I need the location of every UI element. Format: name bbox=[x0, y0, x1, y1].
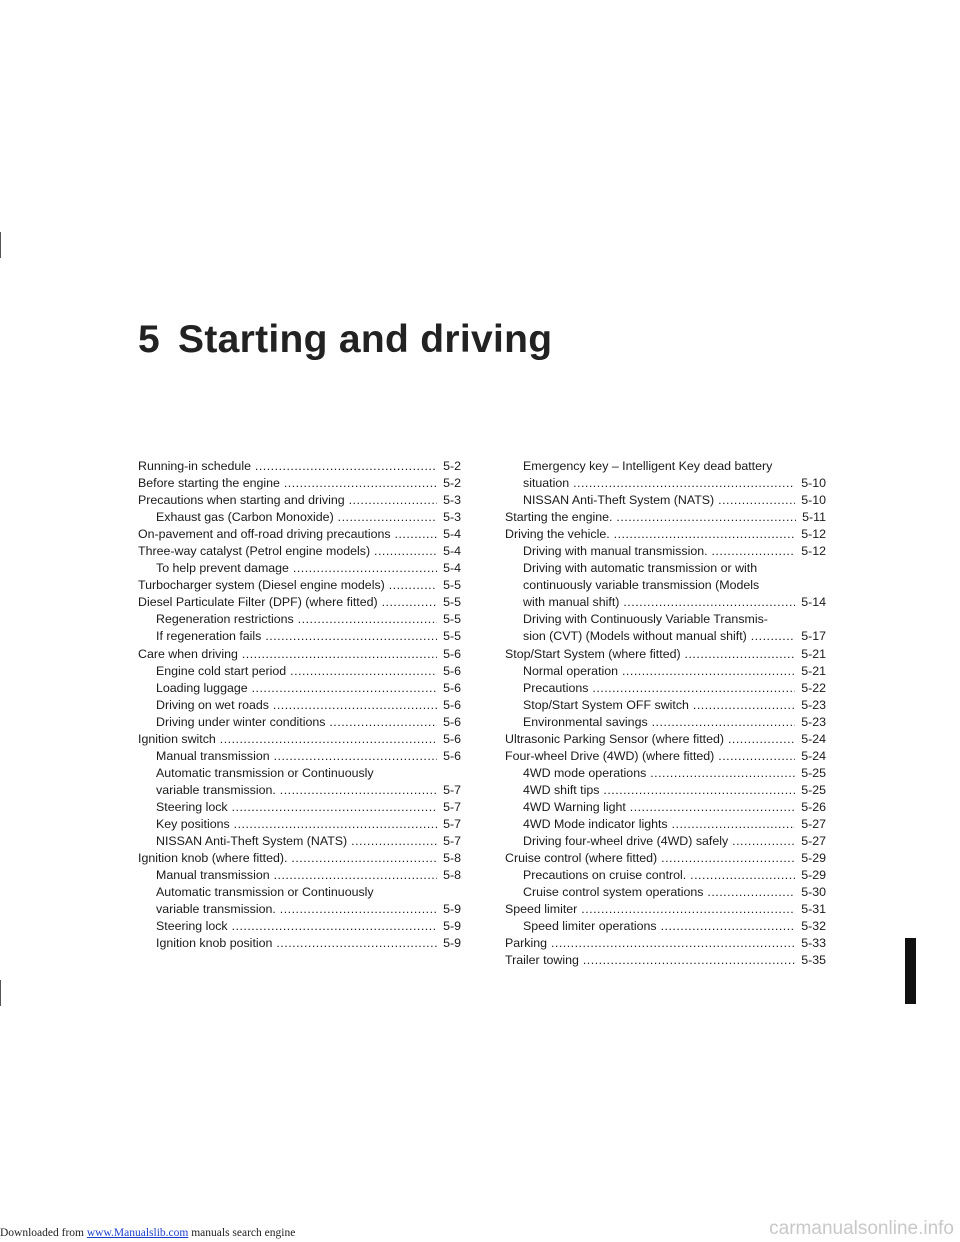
toc-entry-label: Speed limiter ..... bbox=[505, 901, 795, 918]
toc-entry-page: 5-4 bbox=[443, 527, 461, 542]
toc-entry-page: 5-12 bbox=[801, 527, 826, 542]
toc-entry-label: Speed limiter operations ..... bbox=[523, 918, 795, 935]
toc-entry[interactable] bbox=[138, 509, 461, 526]
toc-entry-label: Driving with automatic transmission or with bbox=[523, 561, 758, 576]
toc-entry[interactable] bbox=[505, 884, 826, 901]
toc-entry-label: Driving under winter conditions ..... bbox=[156, 714, 437, 731]
toc-entry-label: Trailer towing ..... bbox=[505, 952, 795, 969]
toc-entry-label: continuously variable transmission (Models bbox=[523, 578, 760, 593]
toc-entry-page: 5-30 bbox=[801, 885, 826, 900]
toc-entry[interactable] bbox=[138, 697, 461, 714]
toc-entry-page: 5-14 bbox=[801, 595, 826, 610]
toc-entry-page: 5-6 bbox=[443, 748, 461, 763]
toc-entry-page: 5-4 bbox=[443, 561, 461, 576]
toc-entry-page: 5-8 bbox=[443, 868, 461, 883]
toc-entry-page: 5-24 bbox=[801, 731, 826, 746]
toc-entry[interactable] bbox=[138, 884, 461, 901]
toc-entry[interactable] bbox=[505, 458, 826, 475]
toc-entry[interactable] bbox=[505, 492, 826, 509]
toc-entry-page: 5-32 bbox=[801, 919, 826, 934]
toc-entry[interactable] bbox=[505, 577, 826, 594]
toc-entry-page: 5-6 bbox=[443, 731, 461, 746]
toc-entry-page: 5-3 bbox=[443, 510, 461, 525]
toc-entry-page: 5-33 bbox=[801, 936, 826, 951]
toc-entry-page: 5-11 bbox=[802, 510, 826, 525]
toc-entry-page: 5-7 bbox=[443, 799, 461, 814]
toc-entry-label: Automatic transmission or Continuously bbox=[156, 885, 374, 900]
toc-entry-label: variable transmission. ..... bbox=[156, 901, 437, 918]
toc-entry-page: 5-35 bbox=[801, 953, 826, 968]
toc-entry[interactable] bbox=[138, 560, 461, 577]
toc-entry-page: 5-10 bbox=[801, 476, 826, 491]
toc-entry-label: Ignition knob position ..... bbox=[156, 935, 437, 952]
toc-entry-label: variable transmission. ..... bbox=[156, 782, 437, 799]
toc-entry-label: Precautions ..... bbox=[523, 680, 795, 697]
toc-entry[interactable] bbox=[138, 935, 461, 952]
toc-entry-page: 5-17 bbox=[801, 629, 826, 644]
toc-entry-label: Steering lock ..... bbox=[156, 918, 437, 935]
toc-entry-page: 5-7 bbox=[443, 816, 461, 831]
footer-download-note bbox=[0, 1227, 295, 1239]
toc-entry-page: 5-27 bbox=[801, 834, 826, 849]
toc-entry-label: Regeneration restrictions ..... bbox=[156, 611, 437, 628]
toc-entry[interactable] bbox=[505, 560, 826, 577]
toc-entry-page: 5-9 bbox=[443, 936, 461, 951]
toc-entry-label: Driving the vehicle. ..... bbox=[505, 526, 795, 543]
chapter-tab-marker bbox=[905, 938, 916, 1004]
toc-entry-page: 5-7 bbox=[443, 834, 461, 849]
toc-entry[interactable] bbox=[138, 782, 461, 799]
toc-entry-page: 5-31 bbox=[801, 902, 826, 917]
toc-entry-label: Manual transmission ..... bbox=[156, 748, 437, 765]
toc-entry-label: Ultrasonic Parking Sensor (where fitted) ..... bbox=[505, 731, 795, 748]
toc-entry[interactable] bbox=[505, 833, 826, 850]
toc-entry-label: If regeneration fails ..... bbox=[156, 628, 437, 645]
toc-entry[interactable] bbox=[138, 663, 461, 680]
footer-prefix: Downloaded from bbox=[0, 1227, 87, 1239]
toc-entry-page: 5-2 bbox=[443, 476, 461, 491]
toc-entry-page: 5-6 bbox=[443, 680, 461, 695]
toc-entry[interactable] bbox=[138, 799, 461, 816]
toc-entry-label: 4WD mode operations ..... bbox=[523, 765, 795, 782]
toc-left-column bbox=[138, 458, 461, 952]
crop-mark-top bbox=[0, 232, 1, 258]
toc-entry-page: 5-21 bbox=[801, 646, 826, 661]
toc-entry[interactable] bbox=[138, 714, 461, 731]
toc-entry-label: Ignition switch ..... bbox=[138, 731, 437, 748]
footer-suffix: manuals search engine bbox=[188, 1227, 296, 1239]
toc-entry[interactable] bbox=[138, 628, 461, 645]
toc-entry-label: Loading luggage ..... bbox=[156, 680, 437, 697]
chapter-title-text: Starting and driving bbox=[178, 318, 553, 361]
toc-entry-label: Key positions ..... bbox=[156, 816, 437, 833]
toc-entry-page: 5-6 bbox=[443, 697, 461, 712]
toc-entry[interactable] bbox=[138, 833, 461, 850]
toc-entry-label: Engine cold start period ..... bbox=[156, 663, 437, 680]
toc-entry[interactable] bbox=[138, 492, 461, 509]
toc-entry-label: Cruise control (where fitted) ..... bbox=[505, 850, 795, 867]
toc-entry[interactable] bbox=[138, 611, 461, 628]
toc-entry-page: 5-9 bbox=[443, 919, 461, 934]
toc-entry-label: NISSAN Anti-Theft System (NATS) ..... bbox=[523, 492, 795, 509]
toc-entry-label: Parking ..... bbox=[505, 935, 795, 952]
toc-entry-label: Ignition knob (where fitted). ..... bbox=[138, 850, 437, 867]
toc-entry-label: Turbocharger system (Diesel engine models) ..... bbox=[138, 577, 437, 594]
watermark: carmanualsonline.info bbox=[769, 1218, 954, 1239]
toc-entry-label: Environmental savings ..... bbox=[523, 714, 795, 731]
toc-entry-page: 5-8 bbox=[443, 851, 461, 866]
toc-entry[interactable] bbox=[138, 918, 461, 935]
toc-entry[interactable] bbox=[138, 748, 461, 765]
toc-entry[interactable] bbox=[505, 509, 826, 526]
toc-entry[interactable] bbox=[505, 782, 826, 799]
toc-entry-label: NISSAN Anti-Theft System (NATS) ..... bbox=[156, 833, 437, 850]
toc-entry[interactable] bbox=[505, 526, 826, 543]
toc-entry-page: 5-26 bbox=[801, 799, 826, 814]
toc-entry[interactable] bbox=[138, 680, 461, 697]
toc-entry-page: 5-4 bbox=[443, 544, 461, 559]
toc-entry[interactable] bbox=[138, 594, 461, 611]
toc-entry[interactable] bbox=[505, 765, 826, 782]
toc-right-column bbox=[505, 458, 826, 969]
toc-entry-label: Automatic transmission or Continuously bbox=[156, 765, 374, 780]
toc-entry-page: 5-22 bbox=[801, 680, 826, 695]
toc-entry[interactable] bbox=[138, 765, 461, 782]
toc-entry-label: Driving with Continuously Variable Transmis- bbox=[523, 612, 768, 627]
toc-entry[interactable] bbox=[138, 475, 461, 492]
toc-entry-page: 5-25 bbox=[801, 765, 826, 780]
toc-entry-page: 5-6 bbox=[443, 663, 461, 678]
toc-entry-label: Starting the engine. ..... bbox=[505, 509, 796, 526]
toc-entry[interactable] bbox=[505, 867, 826, 884]
toc-entry-label: Precautions on cruise control. ..... bbox=[523, 867, 795, 884]
toc-entry[interactable] bbox=[138, 543, 461, 560]
toc-entry[interactable] bbox=[505, 611, 826, 628]
toc-entry[interactable] bbox=[505, 850, 826, 867]
toc-entry-label: Manual transmission ..... bbox=[156, 867, 437, 884]
toc-entry-page: 5-10 bbox=[801, 493, 826, 508]
toc-entry-label: On-pavement and off-road driving precautions ..... bbox=[138, 526, 437, 543]
toc-entry-label: Driving on wet roads ..... bbox=[156, 697, 437, 714]
toc-entry-label: 4WD shift tips ..... bbox=[523, 782, 795, 799]
toc-entry[interactable] bbox=[505, 594, 826, 611]
toc-entry[interactable] bbox=[505, 475, 826, 492]
toc-entry-page: 5-27 bbox=[801, 816, 826, 831]
toc-entry[interactable] bbox=[505, 663, 826, 680]
toc-entry[interactable] bbox=[505, 543, 826, 560]
toc-entry[interactable] bbox=[138, 577, 461, 594]
toc-entry-page: 5-6 bbox=[443, 714, 461, 729]
toc-entry-page: 5-23 bbox=[801, 697, 826, 712]
toc-entry-page: 5-5 bbox=[443, 595, 461, 610]
toc-entry-label: Four-wheel Drive (4WD) (where fitted) ..... bbox=[505, 748, 795, 765]
toc-entry-page: 5-9 bbox=[443, 902, 461, 917]
manualslib-link[interactable]: www.Manualslib.com bbox=[86, 1227, 189, 1239]
toc-entry[interactable] bbox=[138, 867, 461, 884]
toc-entry[interactable] bbox=[138, 850, 461, 867]
toc-entry-page: 5-5 bbox=[443, 612, 461, 627]
toc-entry[interactable] bbox=[138, 901, 461, 918]
toc-entry-page: 5-2 bbox=[443, 459, 461, 473]
toc-entry[interactable] bbox=[138, 458, 461, 475]
toc-entry-label: Precautions when starting and driving ..... bbox=[138, 492, 437, 509]
toc-entry-page: 5-5 bbox=[443, 578, 461, 593]
toc-entry-label: Stop/Start System OFF switch ..... bbox=[523, 697, 795, 714]
toc-entry-label: Diesel Particulate Filter (DPF) (where fitted) ..... bbox=[138, 594, 437, 611]
toc-entry[interactable] bbox=[505, 901, 826, 918]
toc-entry[interactable] bbox=[505, 628, 826, 645]
toc-entry[interactable] bbox=[505, 918, 826, 935]
toc-entry-page: 5-23 bbox=[801, 714, 826, 729]
toc-entry-page: 5-7 bbox=[443, 782, 461, 797]
toc-entry-label: To help prevent damage ..... bbox=[156, 560, 437, 577]
toc-entry-page: 5-29 bbox=[801, 851, 826, 866]
toc-entry[interactable] bbox=[505, 935, 826, 952]
toc-entry-label: with manual shift) ..... bbox=[523, 594, 795, 611]
toc-entry-label: Running-in schedule ..... bbox=[138, 458, 437, 475]
toc-entry-label: situation ..... bbox=[523, 475, 795, 492]
toc-entry[interactable] bbox=[138, 646, 461, 663]
toc-entry-label: 4WD Warning light ..... bbox=[523, 799, 795, 816]
toc-entry-label: Normal operation ..... bbox=[523, 663, 795, 680]
toc-entry-label: Steering lock ..... bbox=[156, 799, 437, 816]
toc-entry[interactable] bbox=[505, 714, 826, 731]
toc-entry-label: sion (CVT) (Models without manual shift) ..... bbox=[523, 628, 795, 645]
toc-entry[interactable] bbox=[138, 526, 461, 543]
toc-entry-label: Driving four-wheel drive (4WD) safely ..... bbox=[523, 833, 795, 850]
toc-entry-page: 5-12 bbox=[801, 544, 826, 559]
crop-mark-bottom bbox=[0, 980, 1, 1006]
toc-entry-label: Driving with manual transmission. ..... bbox=[523, 543, 795, 560]
toc-entry-label: 4WD Mode indicator lights ..... bbox=[523, 816, 795, 833]
toc-entry[interactable] bbox=[505, 799, 826, 816]
toc-entry-page: 5-29 bbox=[801, 868, 826, 883]
toc-entry[interactable] bbox=[138, 816, 461, 833]
toc-entry[interactable] bbox=[505, 816, 826, 833]
toc-entry-page: 5-6 bbox=[443, 646, 461, 661]
toc-entry[interactable] bbox=[505, 646, 826, 663]
toc-entry-page: 5-5 bbox=[443, 629, 461, 644]
chapter-number: 5 bbox=[138, 318, 160, 361]
toc-entry[interactable] bbox=[505, 697, 826, 714]
toc-entry-label: Three-way catalyst (Petrol engine models) ..... bbox=[138, 543, 437, 560]
toc-entry-label: Before starting the engine ..... bbox=[138, 475, 437, 492]
chapter-title bbox=[138, 318, 552, 362]
toc-entry[interactable] bbox=[505, 748, 826, 765]
toc-entry-label: Care when driving ..... bbox=[138, 646, 437, 663]
toc-entry-page: 5-24 bbox=[801, 748, 826, 763]
toc-entry[interactable] bbox=[505, 680, 826, 697]
toc-entry-page: 5-21 bbox=[801, 663, 826, 678]
toc-entry[interactable] bbox=[138, 731, 461, 748]
toc-entry[interactable] bbox=[505, 731, 826, 748]
toc-entry-page: 5-3 bbox=[443, 493, 461, 508]
toc-entry-page: 5-25 bbox=[801, 782, 826, 797]
toc-entry-label: Emergency key – Intelligent Key dead battery bbox=[523, 459, 773, 473]
toc-entry[interactable] bbox=[505, 952, 826, 969]
toc-entry-label: Cruise control system operations ..... bbox=[523, 884, 795, 901]
toc-entry-label: Stop/Start System (where fitted) ..... bbox=[505, 646, 795, 663]
toc-entry-label: Exhaust gas (Carbon Monoxide) ..... bbox=[156, 509, 437, 526]
